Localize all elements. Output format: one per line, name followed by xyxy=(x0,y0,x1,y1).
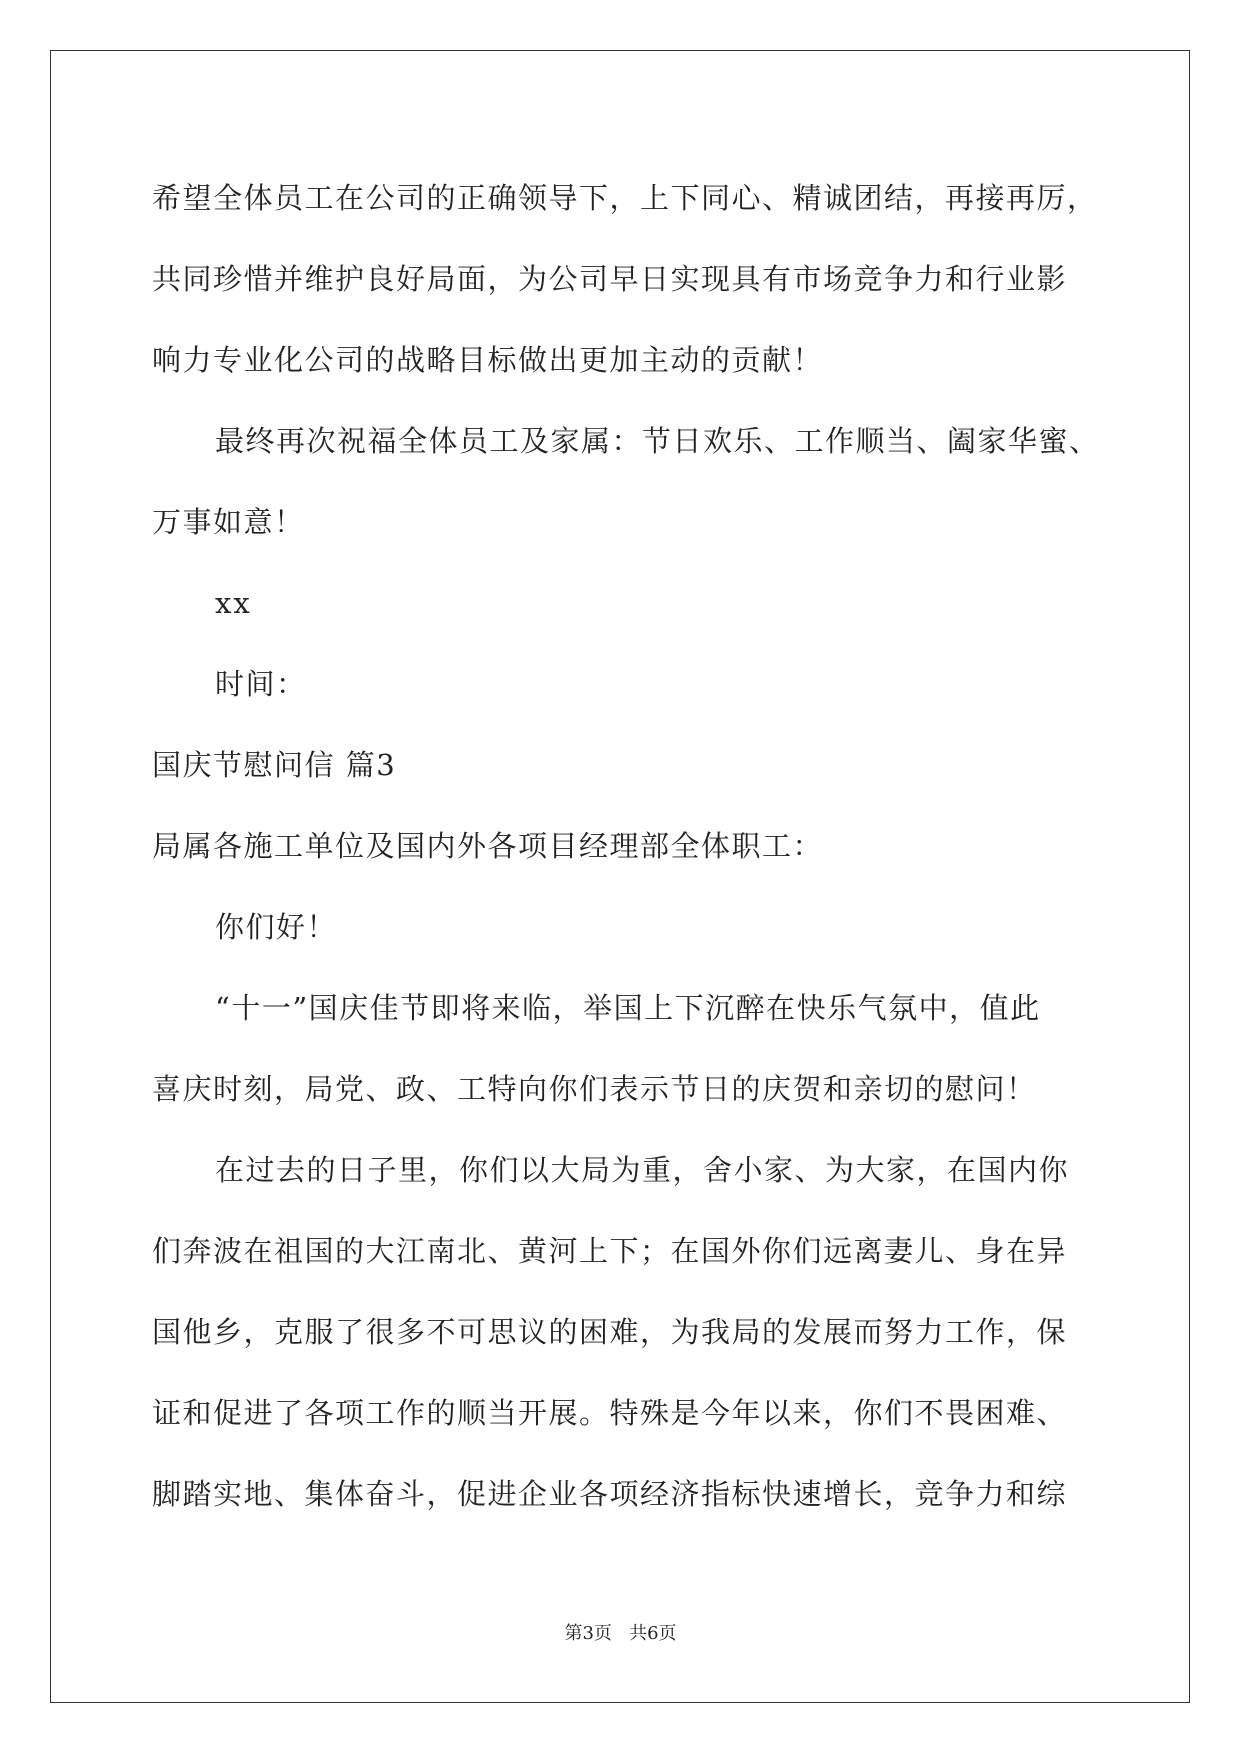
salutation: 局属各施工单位及国内外各项目经理部全体职工： xyxy=(152,829,824,863)
page-number-footer xyxy=(0,1622,1241,1646)
text-line: 响力专业化公司的战略目标做出更加主动的贡献！ xyxy=(152,343,824,377)
page-number-label: 第3页 共6页 xyxy=(564,1623,677,1644)
greeting: 你们好！ xyxy=(215,910,338,944)
text-line: 希望全体员工在公司的正确领导下，上下同心、精诚团结，再接再厉， xyxy=(152,181,1098,215)
text-line: 脚踏实地、集体奋斗，促进企业各项经济指标快速增长，竞争力和综 xyxy=(152,1477,1068,1511)
text-line: 共同珍惜并维护良好局面，为公司早日实现具有市场竞争力和行业影 xyxy=(152,262,1068,296)
text-line: 万事如意！ xyxy=(152,505,305,539)
text-line: 国他乡，克服了很多不可思议的困难，为我局的发展而努力工作，保 xyxy=(152,1315,1068,1349)
sender-name: xx xyxy=(215,586,252,620)
text-line: 们奔波在祖国的大江南北、黄河上下；在国外你们远离妻儿、身在异 xyxy=(152,1234,1068,1268)
text-line: 证和促进了各项工作的顺当开展。特殊是今年以来，你们不畏困难、 xyxy=(152,1396,1068,1430)
document-body xyxy=(152,158,1100,1535)
section-heading: 国庆节慰问信 篇3 xyxy=(152,748,397,782)
date-line: 时间： xyxy=(215,667,307,701)
text-line: 最终再次祝福全体员工及家属：节日欢乐、工作顺当、阖家华蜜、 xyxy=(215,424,1100,458)
text-line: 喜庆时刻，局党、政、工特向你们表示节日的庆贺和亲切的慰问！ xyxy=(152,1072,1037,1106)
text-line: “十一”国庆佳节即将来临，举国上下沉醉在快乐气氛中，值此 xyxy=(215,991,1041,1025)
text-line: 在过去的日子里，你们以大局为重，舍小家、为大家，在国内你 xyxy=(215,1153,1070,1187)
